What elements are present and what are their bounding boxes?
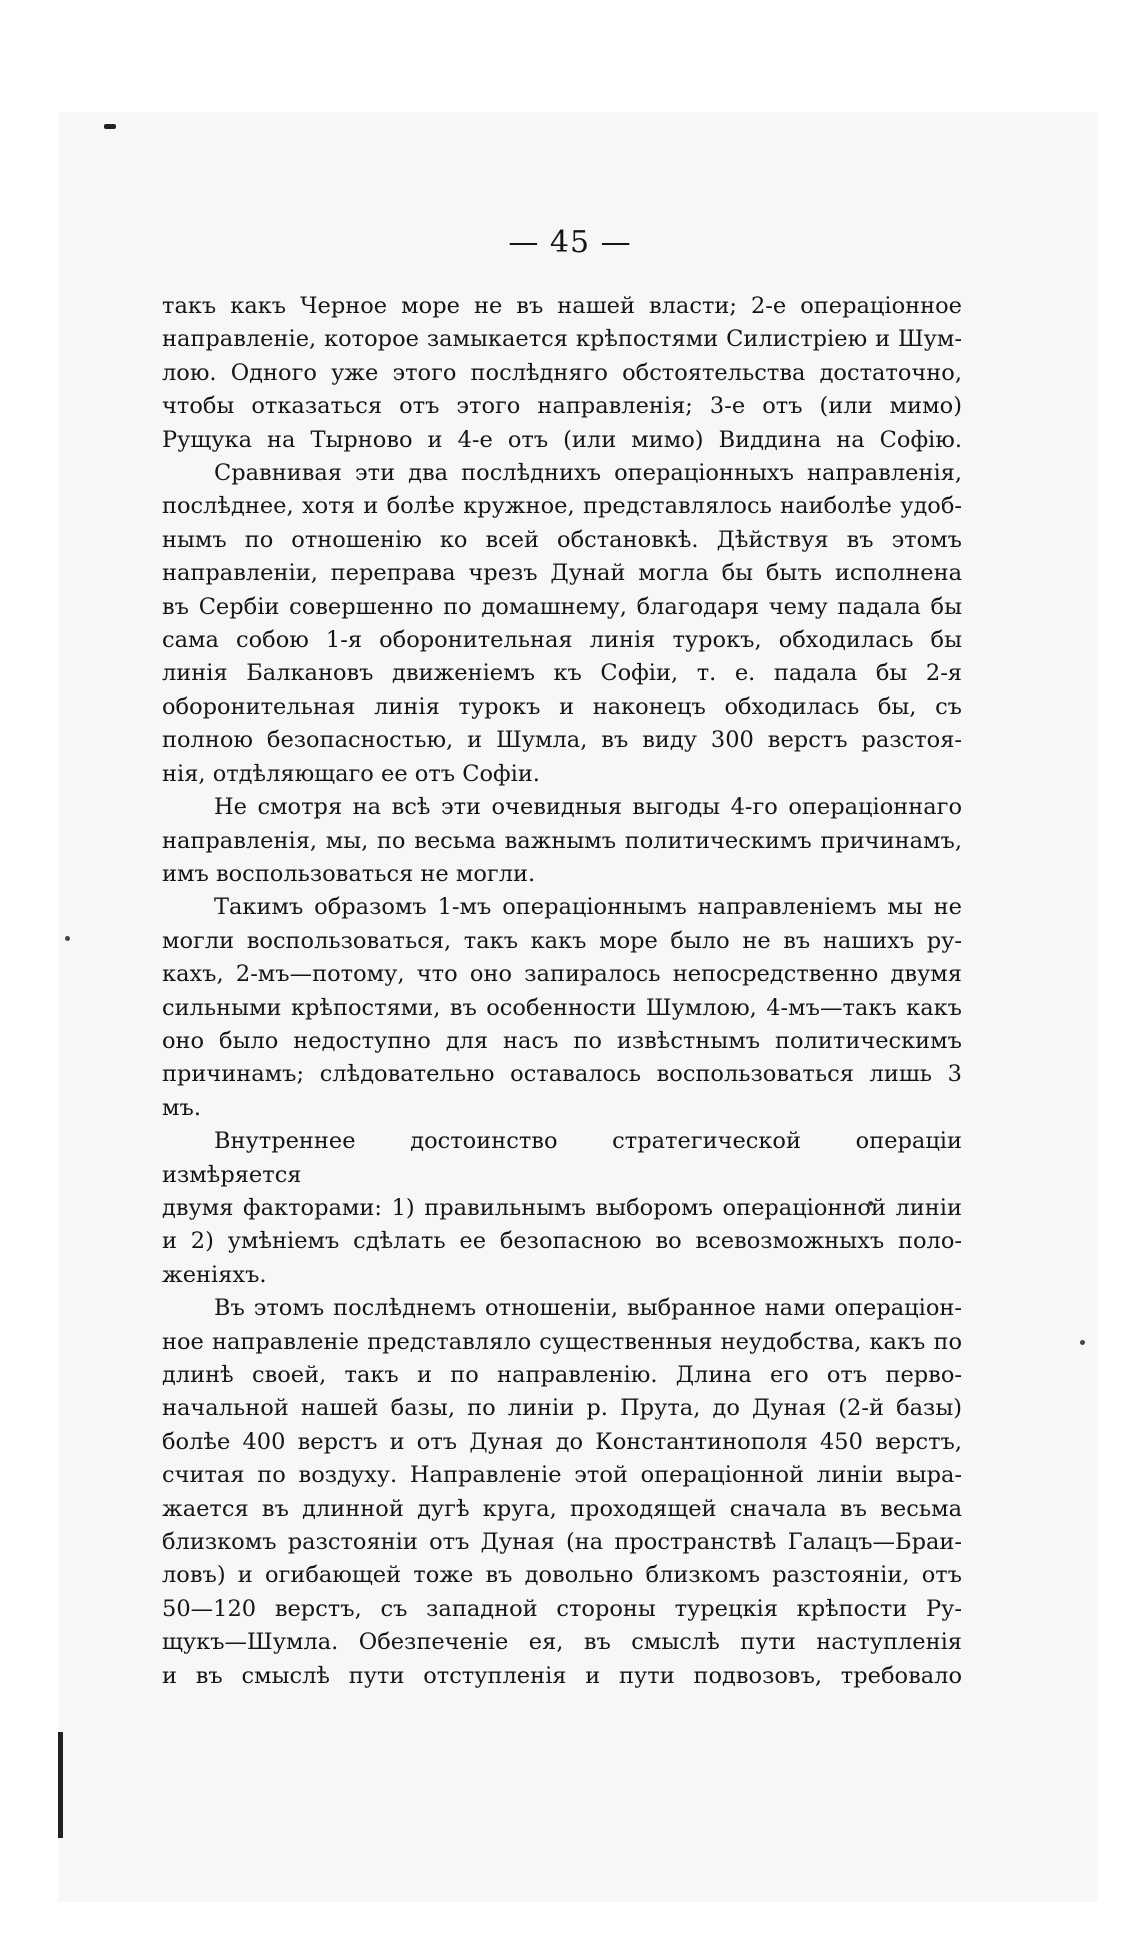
text-line: направленіи, переправа чрезъ Дунай могла бы быть исполнена bbox=[162, 560, 962, 587]
text-line: Въ этомъ послѣднемъ отношеніи, выбранное нами операціон- bbox=[214, 1295, 962, 1322]
text-line: ное направленіе представляло существенныя неудобства, какъ по bbox=[162, 1328, 962, 1355]
text-line: линія Балкановъ движеніемъ къ Софіи, т. е. падала бы 2-я bbox=[162, 660, 962, 687]
text-line: нымъ по отношенію ко всей обстановкѣ. Дѣйствуя въ этомъ bbox=[162, 526, 962, 553]
text-line: послѣднее, хотя и болѣе кружное, представлялось наиболѣе удоб- bbox=[162, 493, 962, 520]
scan-speck bbox=[1080, 1340, 1085, 1345]
text-line: и въ смыслѣ пути отступленія и пути подвозовъ, требовало bbox=[162, 1662, 962, 1689]
text-line: длинѣ своей, такъ и по направленію. Длина его отъ перво- bbox=[162, 1362, 962, 1388]
text-line: болѣе 400 верстъ и отъ Дуная до Константинополя 450 верстъ, bbox=[162, 1428, 962, 1455]
text-line: Сравнивая эти два послѣднихъ операціонныхъ направленія, bbox=[214, 460, 962, 487]
text-line: Внутреннее достоинство стратегической операціи измѣряется bbox=[162, 1128, 962, 1188]
page-number: — 45 — bbox=[508, 225, 632, 260]
text-line: Рущука на Тырново и 4-е отъ (или мимо) Виддина на Софію. bbox=[162, 426, 962, 453]
text-line: причинамъ; слѣдовательно оставалось воспользоваться лишь 3 мъ. bbox=[162, 1061, 962, 1121]
scan-speck bbox=[65, 936, 70, 941]
text-line: направленія, мы, по весьма важнымъ политическимъ причинамъ, bbox=[162, 827, 962, 854]
text-line: близкомъ разстояніи отъ Дуная (на пространствѣ Галацъ—Браи- bbox=[162, 1529, 962, 1556]
text-line: имъ воспользоваться не могли. bbox=[162, 860, 536, 887]
text-line: Не смотря на всѣ эти очевидныя выгоды 4-го операціоннаго bbox=[214, 794, 962, 821]
text-line: лою. Одного уже этого послѣдняго обстоятельства достаточно, bbox=[162, 359, 962, 386]
text-line: чтобы отказаться отъ этого направленія; 3-е отъ (или мимо) bbox=[162, 393, 962, 420]
text-line: и 2) умѣніемъ сдѣлать ее безопасною во всевозможныхъ поло- bbox=[162, 1228, 962, 1255]
text-line: начальной нашей базы, по линіи р. Прута, до Дуная (2-й базы) bbox=[162, 1395, 962, 1422]
scan-mark bbox=[104, 124, 116, 129]
text-line: могли воспользоваться, такъ какъ море было не въ нашихъ ру- bbox=[162, 927, 962, 954]
text-line: двумя факторами: 1) правильнымъ выборомъ операціонной линіи bbox=[162, 1194, 962, 1221]
text-line: считая по воздуху. Направленіе этой операціонной линіи выра- bbox=[162, 1462, 962, 1489]
text-line: нія, отдѣляющаго ее отъ Софіи. bbox=[162, 760, 540, 787]
text-line: кахъ, 2-мъ—потому, что оно запиралось непосредственно двумя bbox=[162, 961, 962, 988]
text-line: такъ какъ Черное море не въ нашей власти; 2-е операціонное bbox=[162, 293, 962, 319]
text-line: сильными крѣпостями, въ особенности Шумлою, 4-мъ—такъ какъ bbox=[162, 994, 962, 1021]
scan-mark bbox=[58, 1732, 63, 1838]
text-line: направленіе, которое замыкается крѣпостями Силистріею и Шум- bbox=[162, 326, 962, 353]
text-line: щукъ—Шумла. Обезпеченіе ея, въ смыслѣ пути наступленія bbox=[162, 1629, 962, 1656]
text-line: 50—120 верстъ, съ западной стороны турецкія крѣпости Ру- bbox=[162, 1595, 962, 1622]
body-text bbox=[162, 290, 962, 1693]
text-line: полною безопасностью, и Шумла, въ виду 300 верстъ разстоя- bbox=[162, 727, 962, 754]
text-line: женіяхъ. bbox=[162, 1261, 267, 1288]
text-line: оно было недоступно для насъ по извѣстнымъ политическимъ bbox=[162, 1027, 962, 1054]
text-line: жается въ длинной дугѣ круга, проходящей сначала въ весьма bbox=[162, 1495, 962, 1522]
text-line: въ Сербіи совершенно по домашнему, благодаря чему падала бы bbox=[162, 593, 962, 620]
text-line: ловъ) и огибающей тоже въ довольно близкомъ разстояніи, отъ bbox=[162, 1562, 962, 1589]
text-line: оборонительная линія турокъ и наконецъ обходилась бы, съ bbox=[162, 693, 962, 720]
text-line: Такимъ образомъ 1-мъ операціоннымъ направленіемъ мы не bbox=[214, 894, 962, 921]
text-line: сама собою 1-я оборонительная линія турокъ, обходилась бы bbox=[162, 627, 962, 654]
